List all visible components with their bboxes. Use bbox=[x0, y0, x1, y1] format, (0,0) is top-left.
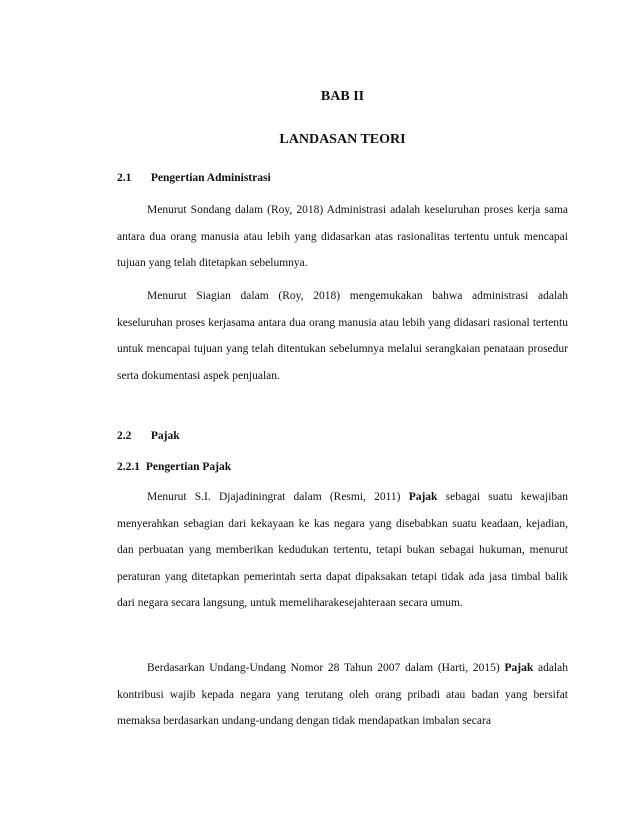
chapter-heading: BAB II bbox=[320, 89, 365, 104]
emphasis-term: Pajak bbox=[408, 491, 438, 503]
section-number: 2.1 bbox=[117, 172, 132, 184]
section-heading-2-2-1 bbox=[117, 461, 568, 473]
paragraph-administrasi-siagian: Menurut Siagian dalam (Roy, 2018) mengemukakan bahwa administrasi adalah keseluruhan proses kerjasama antara dua orang manusia atau lebih yang didasari rasional tertentu untuk mencapai tujuan yang telah ditentukan sebelumnya melalui serangkaian penataan prosedur serta dokumentasi aspek penjualan. bbox=[117, 290, 568, 382]
paragraph-text: adalah kontribusi wajib kepada negara yang terutang oleh orang pribadi atau badan yang bersifat memaksa berdasarkan undang-undang dengan tidak mendapatkan imbalan secara bbox=[117, 662, 568, 728]
section-heading-2-2 bbox=[117, 430, 568, 442]
paragraph-text: sebagai suatu kewajiban menyerahkan sebagian dari kekayaan ke kas negara yang disebabkan suatu keadaan, kejadian, dan perbuatan yang memberikan kedudukan tertentu, tetapi bukan sebagai hukuman, menurut peraturan yang ditetapkan pemerintah serta dapat dipaksakan tetapi tidak ada jasa timbal balik dari negara secara langsung, untuk memeliharakesejahteraan secara umum. bbox=[117, 491, 568, 610]
paragraph-pajak-undang-undang bbox=[117, 655, 568, 735]
section-title: Pengertian Administrasi bbox=[150, 172, 271, 184]
section-number: 2.2.1 bbox=[117, 461, 140, 473]
paragraph-text: Berdasarkan Undang-Undang Nomor 28 Tahun 2007 dalam (Harti, 2015) bbox=[147, 662, 505, 674]
emphasis-term: Pajak bbox=[504, 662, 534, 674]
paragraph-administrasi-sondang: Menurut Sondang dalam (Roy, 2018) Administrasi adalah keseluruhan proses kerja sama antara dua orang manusia atau lebih yang didasarkan atas rasionalitas tertentu untuk mencapai tujuan yang telah ditetapkan sebelumnya. bbox=[117, 204, 568, 270]
section-number: 2.2 bbox=[117, 430, 132, 442]
paragraph-pajak-djajadiningrat bbox=[117, 484, 568, 617]
section-title: Pengertian Pajak bbox=[145, 461, 232, 473]
section-heading-2-1 bbox=[117, 172, 568, 184]
paragraph-text: Menurut S.I. Djajadiningrat dalam (Resmi, 2011) bbox=[147, 491, 409, 503]
chapter-title: LANDASAN TEORI bbox=[279, 132, 406, 147]
section-title: Pajak bbox=[150, 430, 180, 442]
